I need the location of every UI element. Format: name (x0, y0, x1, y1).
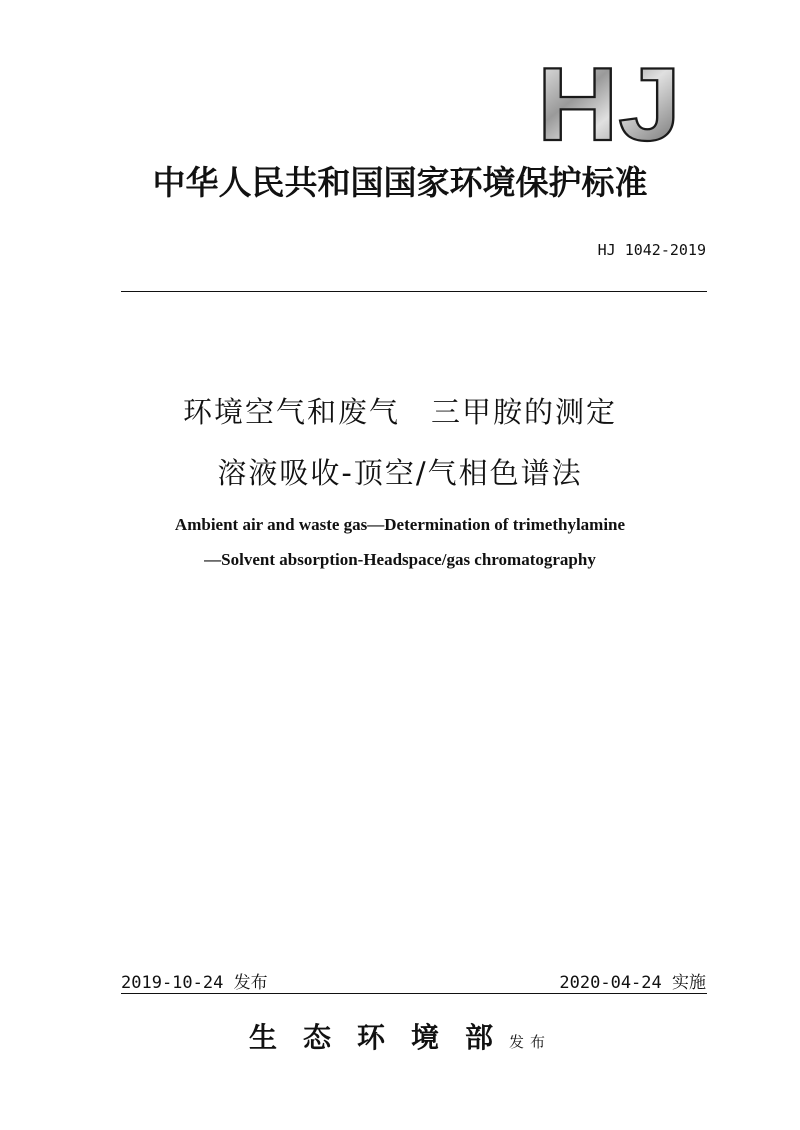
hj-logo-text: HJ (537, 58, 681, 148)
implementation-date: 2020-04-24 实施 (559, 973, 706, 993)
top-divider (121, 291, 707, 292)
standard-name: 中华人民共和国国家环境保护标准 (152, 163, 648, 202)
hj-logo (535, 58, 685, 148)
title-en-line2: —Solvent absorption-Headspace/gas chromatography (204, 550, 596, 569)
bottom-divider (121, 993, 707, 994)
title-en-line1: Ambient air and waste gas—Determination of trimethylamine (174, 515, 626, 534)
issue-date: 2019-10-24 发布 (121, 973, 268, 993)
issued-label: 发布 (509, 1033, 552, 1051)
standard-code: HJ 1042-2019 (597, 241, 706, 259)
title-cn-line2: 溶液吸收-顶空/气相色谱法 (217, 456, 583, 490)
title-cn-line1: 环境空气和废气 三甲胺的测定 (182, 395, 617, 429)
issuer-row (0, 1016, 800, 1056)
issuer-name: 生态环境部 (248, 1021, 519, 1054)
